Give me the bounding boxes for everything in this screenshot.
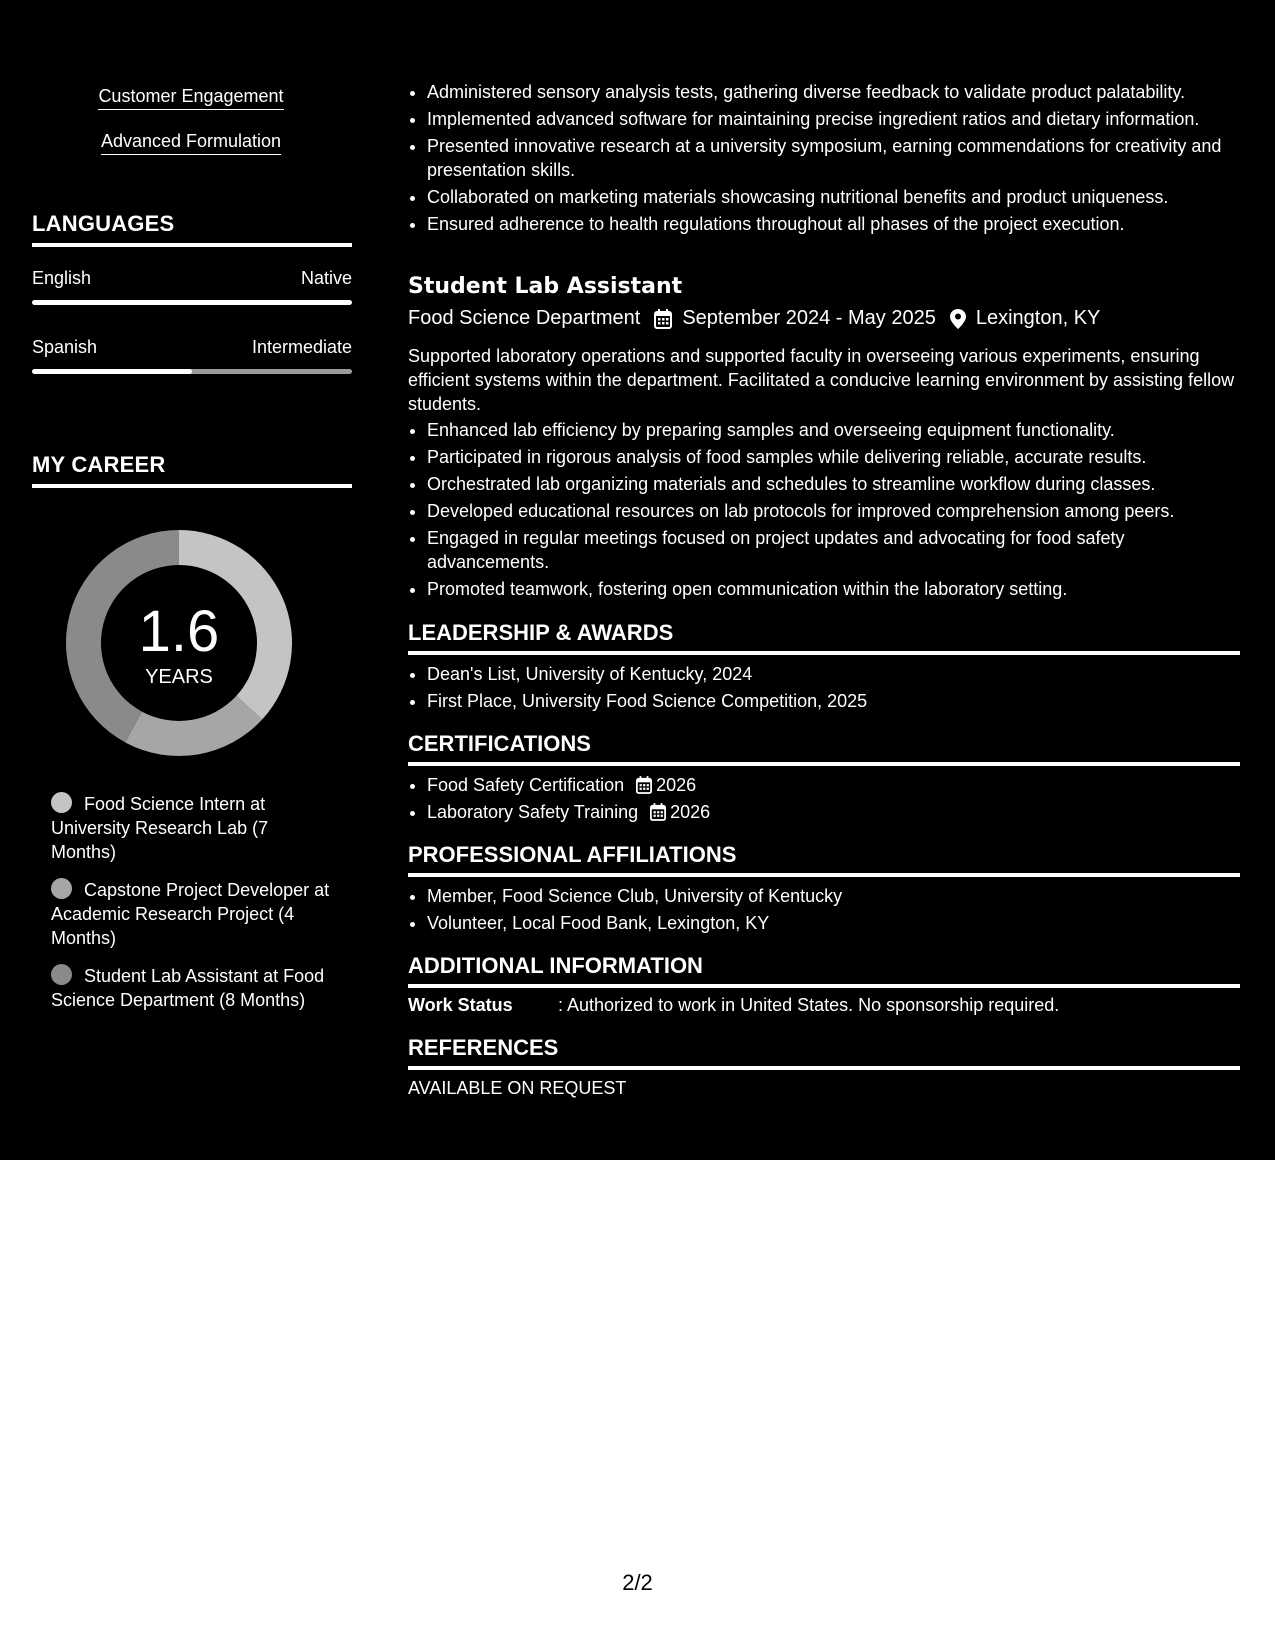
career-legend-dot <box>51 964 72 985</box>
list-item <box>427 773 1240 797</box>
list-item: • Promoted teamwork, fostering open communication within the laboratory setting. <box>427 577 1240 601</box>
job-dates: September 2024 - May 2025 <box>682 307 936 329</box>
work-status <box>408 995 1240 1016</box>
language-level: Intermediate <box>251 337 352 357</box>
calendar-icon <box>636 776 652 794</box>
list-item <box>427 800 1240 824</box>
list-item: • Dean's List, University of Kentucky, 2024 <box>427 662 1240 686</box>
job-title: Student Lab Assistant <box>408 274 683 299</box>
skill-label: Advanced Formulation <box>101 131 281 155</box>
references-heading: REFERENCES <box>408 1035 1240 1070</box>
sidebar <box>0 0 382 1160</box>
job-bullets <box>408 418 1240 604</box>
language-name: Spanish <box>32 337 98 357</box>
career-item-label: Food Science Intern at University Research Lab (7 Months) <box>51 794 269 862</box>
career-donut-chart <box>66 530 292 756</box>
career-years-unit: YEARS <box>145 666 213 688</box>
certification-name: • Food Safety Certification <box>427 775 625 795</box>
list-item: • Enhanced lab efficiency by preparing samples and overseeing equipment functionality. <box>427 418 1240 442</box>
list-item: • Orchestrated lab organizing materials and schedules to streamline workflow during classes. <box>427 472 1240 496</box>
list-item: • First Place, University Food Science Competition, 2025 <box>427 689 1240 713</box>
language-proficiency-fill <box>32 369 192 374</box>
additional-info-heading: ADDITIONAL INFORMATION <box>408 953 1240 988</box>
list-item: • Ensured adherence to health regulations throughout all phases of the project execution. <box>427 212 1240 236</box>
career-years-value: 1.6 <box>138 599 220 664</box>
language-proficiency-bar <box>32 369 352 374</box>
list-item: • Collaborated on marketing materials showcasing nutritional benefits and product uniqueness. <box>427 185 1240 209</box>
list-item: • Implemented advanced software for maintaining precise ingredient ratios and dietary information. <box>427 107 1240 131</box>
career-legend-dot <box>51 878 72 899</box>
affiliations-heading: PROFESSIONAL AFFILIATIONS <box>408 842 1240 877</box>
job-organization: Food Science Department <box>408 307 641 329</box>
list-item: • Volunteer, Local Food Bank, Lexington, KY <box>427 911 1240 935</box>
leadership-list <box>408 662 1240 716</box>
leadership-heading: LEADERSHIP & AWARDS <box>408 620 1240 655</box>
language-level: Native <box>300 268 352 288</box>
language-proficiency-bar <box>32 300 352 305</box>
career-legend-dot <box>51 792 72 813</box>
certification-name: • Laboratory Safety Training <box>427 802 639 822</box>
job-meta <box>408 307 1240 330</box>
affiliations-list <box>408 884 1240 938</box>
skill-label: Customer Engagement <box>98 86 283 110</box>
certification-year: 2026 <box>670 802 711 822</box>
career-item-label: Student Lab Assistant at Food Science Department (8 Months) <box>51 966 325 1010</box>
list-item: • Administered sensory analysis tests, gathering diverse feedback to validate product palatability. <box>427 80 1240 104</box>
certifications-list <box>408 773 1240 827</box>
job-location: Lexington, KY <box>975 307 1101 329</box>
main-content <box>408 0 1240 1160</box>
previous-job-bullets <box>408 80 1240 239</box>
career-heading: MY CAREER <box>32 452 352 488</box>
skill-tag <box>0 131 382 155</box>
calendar-icon <box>654 309 672 329</box>
list-item: • Developed educational resources on lab protocols for improved comprehension among peers. <box>427 499 1240 523</box>
career-item <box>51 964 331 1012</box>
career-item <box>51 878 331 950</box>
certifications-heading: CERTIFICATIONS <box>408 731 1240 766</box>
references-text: AVAILABLE ON REQUEST <box>408 1078 627 1098</box>
list-item: • Participated in rigorous analysis of food samples while delivering reliable, accurate results. <box>427 445 1240 469</box>
calendar-icon <box>650 803 666 821</box>
career-item-label: Capstone Project Developer at Academic Research Project (4 Months) <box>51 880 330 948</box>
certification-year: 2026 <box>656 775 697 795</box>
languages-heading: LANGUAGES <box>32 211 352 247</box>
language-proficiency-fill <box>32 300 352 305</box>
list-item: • Presented innovative research at a university symposium, earning commendations for creativity and presentation skills. <box>427 134 1240 182</box>
language-name: English <box>32 268 92 288</box>
work-status-label: Work Status <box>408 995 513 1015</box>
job-description: Supported laboratory operations and supported faculty in overseeing various experiments, ensuring efficient systems within the department. Facilitated a conducive learning environment by assisting fellow students. <box>408 346 1235 414</box>
work-status-value: : Authorized to work in United States. No sponsorship required. <box>558 995 1060 1015</box>
list-item: • Engaged in regular meetings focused on project updates and advocating for food safety advancements. <box>427 526 1240 574</box>
career-item <box>51 792 331 864</box>
career-donut-segment <box>125 696 262 756</box>
page-number: 2/2 <box>622 1570 653 1595</box>
map-pin-icon <box>950 309 966 329</box>
list-item: • Member, Food Science Club, University of Kentucky <box>427 884 1240 908</box>
skill-tag <box>0 86 382 110</box>
